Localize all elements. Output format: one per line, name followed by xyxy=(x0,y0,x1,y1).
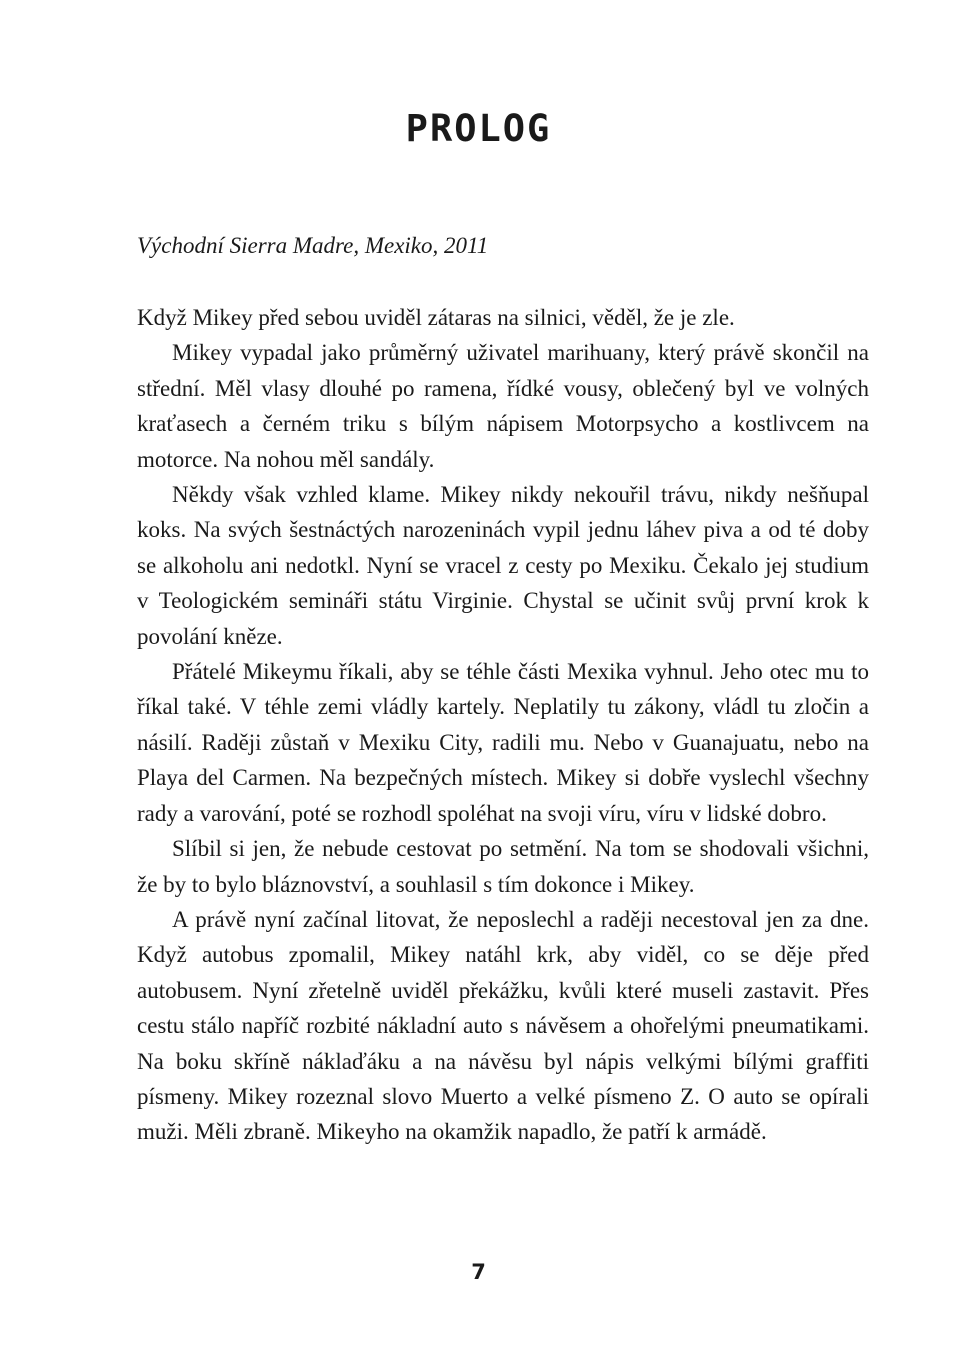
paragraph: Přátelé Mikeymu říkali, aby se téhle části Mexika vyhnul. Jeho otec mu to říkal také. V téhle zemi vládly kartely. Neplatily tu zákony, vládl tu zločin a násilí. Raději zůstaň v Mexiku City, radili mu. Nebo v Guanajuatu, nebo na Playa del Carmen. Na bezpečných místech. Mikey si dobře vyslechl všechny rady a varování, poté se rozhodl spoléhat na svoji víru, víru v lidské dobro. xyxy=(137,659,869,826)
chapter-title: PROLOG xyxy=(405,107,552,150)
paragraph: Někdy však vzhled klame. Mikey nikdy nekouřil trávu, nikdy nešňupal koks. Na svých šestnáctých narozeninách vypil jednu láhev piva a od té doby se alkoholu ani nedotkl. Nyní se vracel z cesty po Mexiku. Čekalo jej studium v Teologickém semináři státu Virginie. Chystal se učinit svůj první krok k povolání kněze. xyxy=(137,482,869,649)
page-number: 7 xyxy=(471,1260,486,1284)
paragraph: Slíbil si jen, že nebude cestovat po setmění. Na tom se shodovali všichni, že by to bylo bláznovství, a souhlasil s tím dokonce i Mikey. xyxy=(137,836,869,897)
paragraph: Mikey vypadal jako průměrný uživatel marihuany, který právě skončil na střední. Měl vlasy dlouhé po ramena, řídké vousy, oblečený byl ve volných kraťasech a černém triku s bílým nápisem Motorpsycho a kostlivcem na motorce. Na nohou měl sandály. xyxy=(137,340,869,472)
location-dateline: Východní Sierra Madre, Mexiko, 2011 xyxy=(137,233,489,258)
paragraph: Když Mikey před sebou uviděl zátaras na silnici, věděl, že je zle. xyxy=(137,305,735,330)
paragraph: A právě nyní začínal litovat, že neposlechl a raději necestoval jen za dne. Když autobus zpomalil, Mikey natáhl krk, aby viděl, co se děje před autobusem. Nyní zřetelně uviděl překážku, kvůli které museli zastavit. Přes cestu stálo napříč rozbité nákladní auto s návěsem a ohořelými pneumatikami. Na boku skříně náklaďáku a na návěsu byl nápis velkými bílými graffiti písmeny. Mikey rozeznal slovo Muerto a velké písmeno Z. O auto se opírali muži. Měli zbraně. Mikeyho na okamžik napadlo, že patří k armádě. xyxy=(137,906,869,1145)
chapter-body xyxy=(137,300,869,1150)
